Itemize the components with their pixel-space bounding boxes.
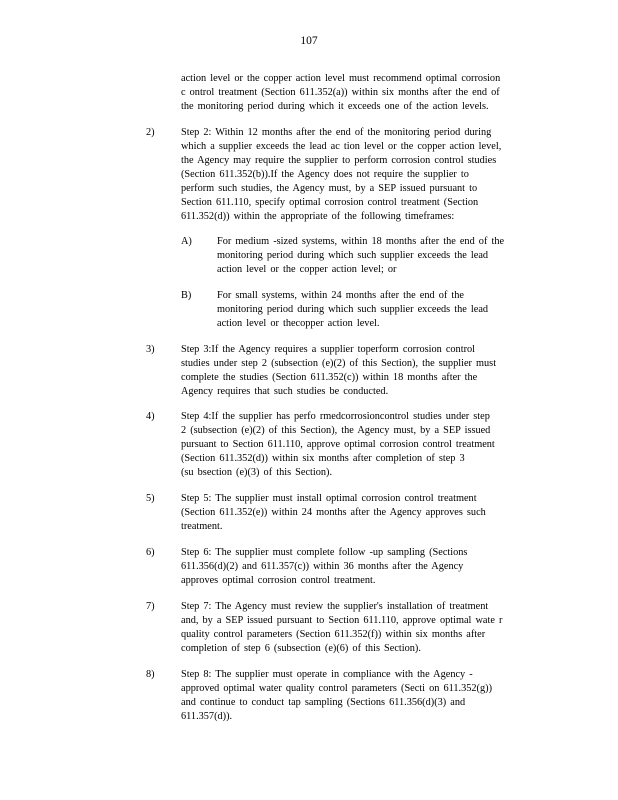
paragraph-line: Step 3:If the Agency requires a supplier toperform corrosion control [181, 344, 476, 355]
paragraph-line: 611.357(d)). [181, 711, 233, 722]
paragraph-line: monitoring period during which such supplier exceeds the lead [217, 304, 489, 315]
paragraph-line: Step 7: The Agency must review the supplier's installation of treatment [181, 601, 489, 612]
paragraph-line: the monitoring period during which it exceeds one of the action levels. [181, 101, 489, 112]
paragraph-line: (Section 611.352(b)).If the Agency does not require the supplier to [181, 169, 469, 180]
paragraph-line: and, by a SEP issued pursuant to Section 611.110, approve optimal wate r [181, 615, 503, 626]
paragraph-line: pursuant to Section 611.110, approve optimal corrosion control treatment [181, 439, 495, 450]
paragraph-line: monitoring period during which such supplier exceeds the lead [217, 250, 489, 261]
paragraph-line: action level or the copper action level must recommend optimal corrosion [181, 73, 501, 84]
paragraph-line: and continue to conduct tap sampling (Sections 611.356(d)(3) and [181, 697, 466, 708]
subitem-a-paragraph [217, 235, 504, 277]
item-5-paragraph [181, 492, 486, 534]
paragraph-line: action level or the copper action level; or [217, 264, 397, 275]
item-label: 3) [146, 344, 155, 355]
item-label: 6) [146, 547, 155, 558]
subitem-label: A) [181, 236, 192, 247]
paragraph-line: (Section 611.352(d)) within six months after completion of step 3 [181, 453, 465, 464]
paragraph-line: For medium -sized systems, within 18 months after the end of the [217, 236, 505, 247]
paragraph-line: the Agency may require the supplier to perform corrosion control studies [181, 155, 497, 166]
paragraph-line: Step 6: The supplier must complete follow -up sampling (Sections [181, 547, 468, 558]
item-8-paragraph [181, 668, 492, 724]
paragraph-line: perform such studies, the Agency must, by a SEP issued pursuant to [181, 183, 478, 194]
subitem-b-paragraph [217, 289, 488, 331]
paragraph-line: For small systems, within 24 months after the end of the [217, 290, 464, 301]
paragraph-line: Step 4:If the supplier has perfo rmedcorrosioncontrol studies under step [181, 411, 490, 422]
paragraph-line: 611.352(d)) within the appropriate of the following timeframes: [181, 211, 455, 222]
paragraph-line: Agency requires that such studies be conducted. [181, 386, 389, 397]
paragraph-line: 2 (subsection (e)(2) of this Section), the Agency must, by a SEP issued [181, 425, 491, 436]
item-label: 8) [146, 669, 155, 680]
subitem-label: B) [181, 290, 192, 301]
paragraph-line: approved optimal water quality control parameters (Secti on 611.352(g)) [181, 683, 492, 694]
paragraph-line: approves optimal corrosion control treatment. [181, 575, 376, 586]
paragraph-line: completion of step 6 (subsection (e)(6) of this Section). [181, 643, 421, 654]
paragraph-line: which a supplier exceeds the lead ac tion level or the copper action level, [181, 141, 502, 152]
paragraph-line: (Section 611.352(e)) within 24 months after the Agency approves such [181, 507, 486, 518]
item-2-paragraph [181, 126, 501, 224]
paragraph-line: Step 2: Within 12 months after the end of the monitoring period during [181, 127, 492, 138]
item-7-paragraph [181, 600, 502, 656]
paragraph-line: 611.356(d)(2) and 611.357(c)) within 36 months after the Agency [181, 561, 464, 572]
paragraph-line: Step 5: The supplier must install optimal corrosion control treatment [181, 493, 477, 504]
paragraph-line: action level or thecopper action level. [217, 318, 380, 329]
page-number: 107 [300, 35, 318, 47]
item-3-paragraph [181, 343, 496, 399]
paragraph-line: complete the studies (Section 611.352(c)) within 18 months after the [181, 372, 478, 383]
paragraph-line: Section 611.110, specify optimal corrosion control treatment (Section [181, 197, 479, 208]
item-6-paragraph [181, 546, 467, 588]
paragraph-line: (su bsection (e)(3) of this Section). [181, 467, 333, 478]
item-label: 5) [146, 493, 155, 504]
item-label: 4) [146, 411, 155, 422]
item-label: 7) [146, 601, 155, 612]
paragraph-line: studies under step 2 (subsection (e)(2) of this Section), the supplier must [181, 358, 497, 369]
paragraph-line: c ontrol treatment (Section 611.352(a)) within six months after the end of [181, 87, 500, 98]
continuation-paragraph [181, 72, 500, 114]
paragraph-line: quality control parameters (Section 611.352(f)) within six months after [181, 629, 486, 640]
paragraph-line: Step 8: The supplier must operate in compliance with the Agency - [181, 669, 473, 680]
paragraph-line: treatment. [181, 521, 223, 532]
item-4-paragraph [181, 410, 495, 480]
item-label: 2) [146, 127, 155, 138]
